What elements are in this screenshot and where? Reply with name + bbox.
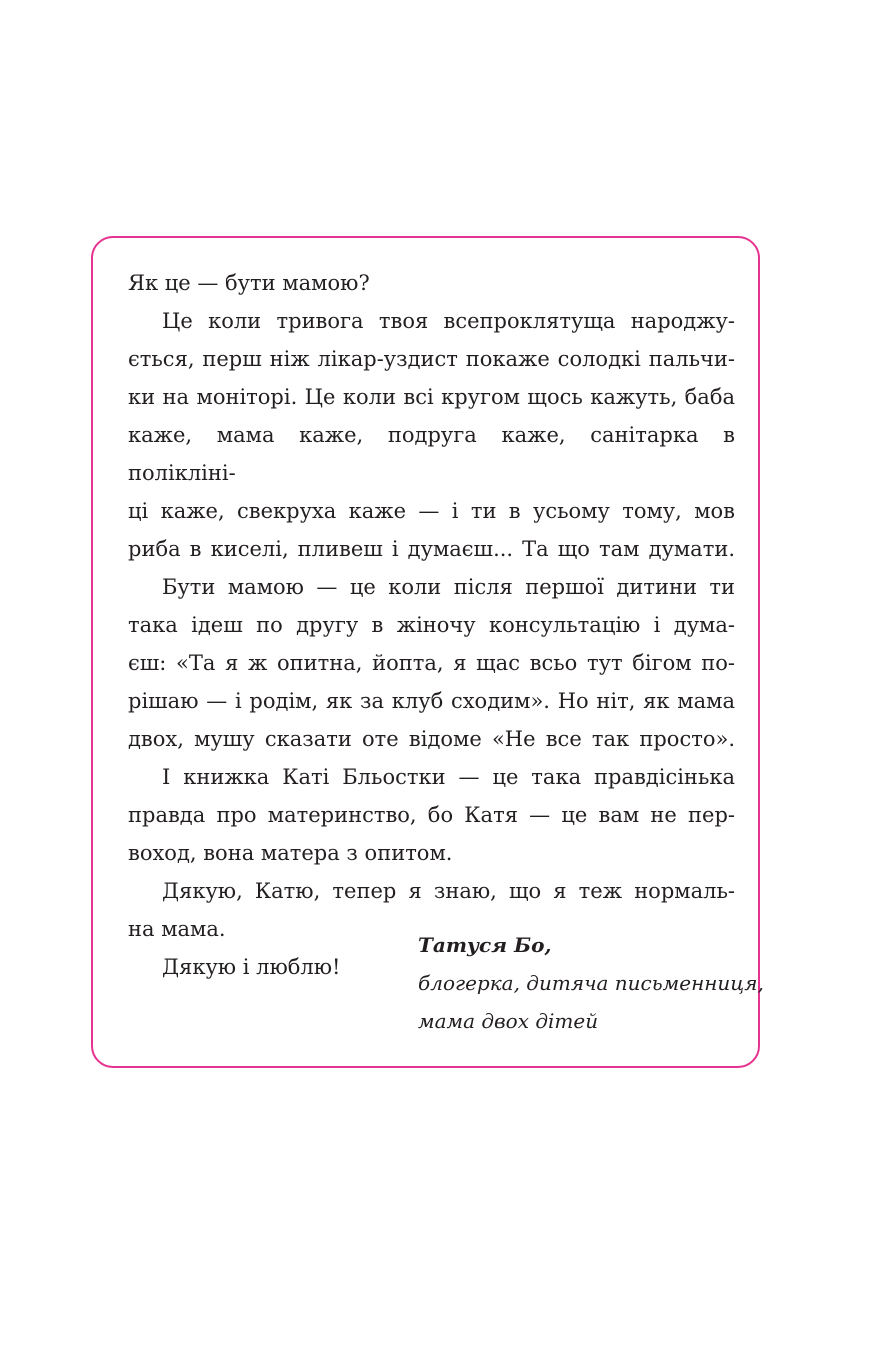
quote-line: рішаю — і родім, як за клуб сходим». Но ніт, як мама (128, 689, 735, 713)
signature (418, 926, 764, 1040)
signature-role: блогерка, дитяча письменниця, (418, 971, 764, 995)
quote-line: єш: «Та я ж опитна, йопта, я щас всьо тут бігом по- (128, 651, 735, 675)
quote-line: воход, вона матера з опитом. (128, 841, 453, 865)
quote-line: каже, мама каже, подруга каже, санітарка в полікліні- (128, 423, 735, 485)
quote-line: ється, перш ніж лікар-уздист покаже солодкі пальчи- (128, 347, 735, 371)
quote-line: Як це — бути мамою? (128, 271, 370, 295)
quote-line: Дякую, Катю, тепер я знаю, що я теж нормаль- (162, 879, 735, 903)
quote-line: правда про материнство, бо Катя — це вам не пер- (128, 803, 735, 827)
quote-line: І книжка Каті Бльостки — це така правдісінька (162, 765, 735, 789)
quote-line: риба в киселі, пливеш і думаєш... Та що там думати. (128, 537, 735, 561)
quote-text (128, 264, 735, 986)
quote-line: така ідеш по другу в жіночу консультацію і дума- (128, 613, 735, 637)
signature-author: Татуся Бо, (418, 933, 552, 957)
quote-line: на мама. (128, 917, 226, 941)
signature-role: мама двох дітей (418, 1009, 599, 1033)
quote-line: Це коли тривога твоя всепроклятуща народжу- (162, 309, 735, 333)
quote-line: Бути мамою — це коли після першої дитини ти (162, 575, 735, 599)
quote-line: ці каже, свекруха каже — і ти в усьому тому, мов (128, 499, 735, 523)
quote-line: Дякую і люблю! (162, 955, 341, 979)
quote-line: двох, мушу сказати оте відоме «Не все так просто». (128, 727, 735, 751)
quote-line: ки на моніторі. Це коли всі кругом щось кажуть, баба (128, 385, 735, 409)
